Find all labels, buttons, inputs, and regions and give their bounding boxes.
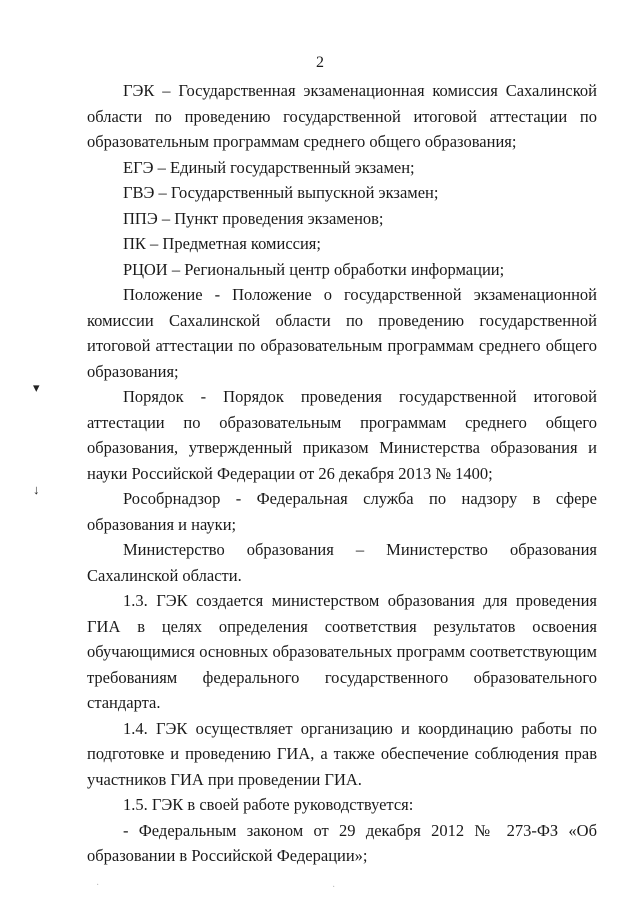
- paragraph-ministry-definition: Министерство образования – Министерство образования Сахалинской области.: [87, 540, 597, 585]
- paragraph-section-1-5: 1.5. ГЭК в своей работе руководствуется:: [123, 795, 414, 814]
- paragraph-polozhenie-definition: Положение - Положение о государственной экзаменационной комиссии Сахалинской области по проведению государственной итоговой аттестации по образовательным программам среднего общего образования;: [87, 285, 597, 381]
- scan-speck: ·: [96, 880, 100, 891]
- paragraph-section-1-3: 1.3. ГЭК создается министерством образования для проведения ГИА в целях определения соответствия результатов освоения обучающимися основных образовательных программ соответствующим требованиям федерального государственного образовательного стандарта.: [87, 591, 597, 712]
- paragraph-ege-definition: ЕГЭ – Единый государственный экзамен;: [123, 157, 415, 177]
- paragraph-gve-definition: ГВЭ – Государственный выпускной экзамен;: [123, 183, 439, 202]
- paragraph-rtsoi-definition: РЦОИ – Региональный центр обработки информации;: [123, 259, 505, 279]
- scan-mark: ↓: [33, 482, 40, 497]
- paragraph-poryadok-definition: Порядок - Порядок проведения государственной итоговой аттестации по образовательным программам среднего общего образования, утвержденный приказом Министерства образования и науки Российской Федерации от 26 декабря 2013 № 1400;: [87, 387, 597, 483]
- paragraph-section-1-4: 1.4. ГЭК осуществляет организацию и координацию работы по подготовке и проведению ГИА, а также обеспечение соблюдения прав участников ГИА при проведении ГИА.: [87, 718, 597, 789]
- scan-speck: ·: [332, 882, 336, 893]
- scan-mark: ▾: [33, 380, 40, 395]
- paragraph-pk-definition: ПК – Предметная комиссия;: [123, 234, 321, 253]
- paragraph-federal-law: - Федеральным законом от 29 декабря 2012 № 273-ФЗ «Об образовании в Российской Федерации»;: [87, 820, 597, 865]
- paragraph-rosobrnadzor-definition: Рособрнадзор - Федеральная служба по надзору в сфере образования и науки;: [87, 489, 597, 534]
- page-number: 2: [316, 54, 324, 71]
- paragraph-gek-definition: ГЭК – Государственная экзаменационная комиссия Сахалинской области по проведению государственной итоговой аттестации по образовательным программам среднего общего образования;: [87, 81, 597, 151]
- paragraph-ppe-definition: ППЭ – Пункт проведения экзаменов;: [123, 208, 384, 228]
- document-body: [87, 78, 597, 869]
